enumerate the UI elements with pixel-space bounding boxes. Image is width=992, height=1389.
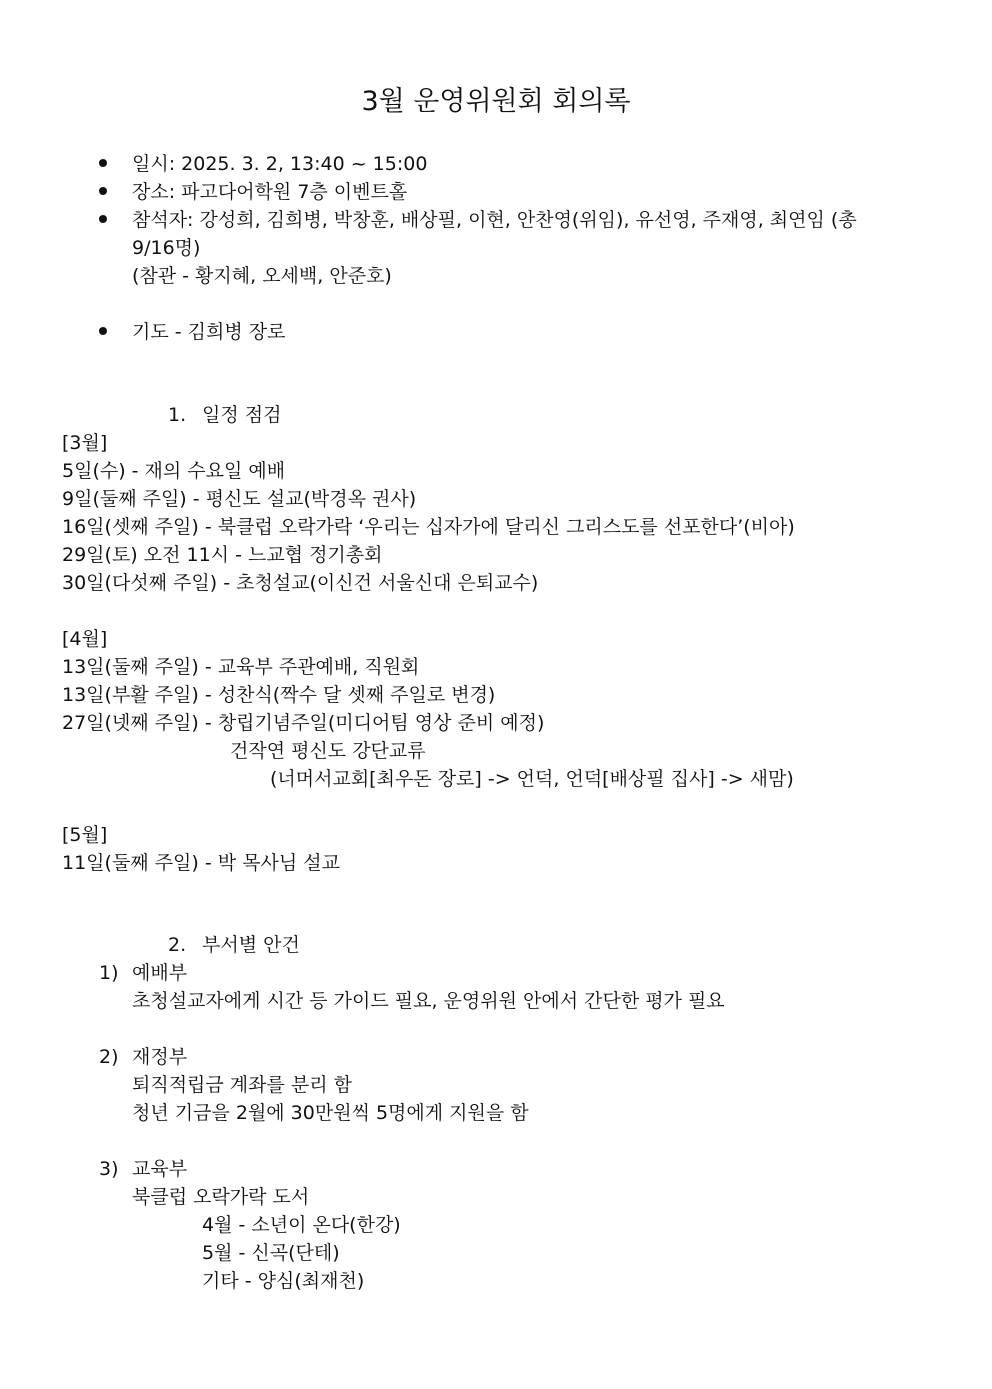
dept-line: 초청설교자에게 시간 등 가이드 필요, 운영위원 안에서 간단한 평가 필요 xyxy=(132,990,725,1012)
bullet-icon xyxy=(99,187,107,195)
page-title: 3월 운영위원회 회의록 xyxy=(361,86,631,117)
book-item: 기타 - 양심(최재천) xyxy=(202,1270,365,1292)
bullet-icon xyxy=(99,215,107,223)
meeting-date: 일시: 2025. 3. 2, 13:40 ~ 15:00 xyxy=(132,153,428,175)
schedule-subitem: (너머서교회[최우돈 장로] -> 언덕, 언덕[배상필 집사] -> 새맘) xyxy=(270,768,794,790)
schedule-item: 5일(수) - 재의 수요일 예배 xyxy=(62,460,286,482)
schedule-item: 13일(둘째 주일) - 교육부 주관예배, 직원회 xyxy=(62,656,420,678)
meeting-place: 장소: 파고다어학원 7층 이벤트홀 xyxy=(132,181,408,203)
attendees-line1: 참석자: 강성희, 김희병, 박창훈, 배상필, 이현, 안찬영(위임), 유선영, 주재영, 최연임 (총 xyxy=(132,209,857,231)
bullet-icon xyxy=(99,327,107,335)
section1-number: 1. xyxy=(168,404,187,426)
dept-number: 2) xyxy=(99,1046,119,1068)
section2-heading: 부서별 안건 xyxy=(202,934,300,956)
book-item: 5월 - 신곡(단테) xyxy=(202,1242,340,1264)
dept-name: 예배부 xyxy=(132,962,188,984)
dept-number: 1) xyxy=(99,962,119,984)
schedule-item: 30일(다섯째 주일) - 초청설교(이신건 서울신대 은퇴교수) xyxy=(62,572,539,594)
schedule-item: 27일(넷째 주일) - 창립기념주일(미디어팀 영상 준비 예정) xyxy=(62,712,545,734)
dept-name: 교육부 xyxy=(132,1158,188,1180)
april-label: [4월] xyxy=(62,628,108,650)
dept-number: 3) xyxy=(99,1158,119,1180)
dept-line: 퇴직적립금 계좌를 분리 함 xyxy=(132,1074,353,1096)
observers: (참관 - 황지혜, 오세백, 안준호) xyxy=(132,265,392,287)
section2-number: 2. xyxy=(168,934,187,956)
march-label: [3월] xyxy=(62,432,108,454)
schedule-item: 13일(부활 주일) - 성찬식(짝수 달 셋째 주일로 변경) xyxy=(62,684,496,706)
schedule-subitem: 건작연 평신도 강단교류 xyxy=(230,740,426,762)
bullet-icon xyxy=(99,159,107,167)
schedule-item: 29일(토) 오전 11시 - 느교협 정기총회 xyxy=(62,544,383,566)
schedule-item: 9일(둘째 주일) - 평신도 설교(박경옥 권사) xyxy=(62,488,417,510)
section1-heading: 일정 점검 xyxy=(202,404,282,426)
dept-name: 재정부 xyxy=(132,1046,188,1068)
dept-line: 청년 기금을 2월에 30만원씩 5명에게 지원을 함 xyxy=(132,1102,529,1124)
schedule-item: 16일(셋째 주일) - 북클럽 오락가락 ‘우리는 십자가에 달리신 그리스도를 선포한다’(비아) xyxy=(62,516,795,538)
may-label: [5월] xyxy=(62,824,108,846)
schedule-item: 11일(둘째 주일) - 박 목사님 설교 xyxy=(62,852,340,874)
dept-line: 북클럽 오락가락 도서 xyxy=(132,1186,310,1208)
book-item: 4월 - 소년이 온다(한강) xyxy=(202,1214,401,1236)
attendees-line2: 9/16명) xyxy=(132,237,201,259)
prayer: 기도 - 김희병 장로 xyxy=(132,321,286,343)
